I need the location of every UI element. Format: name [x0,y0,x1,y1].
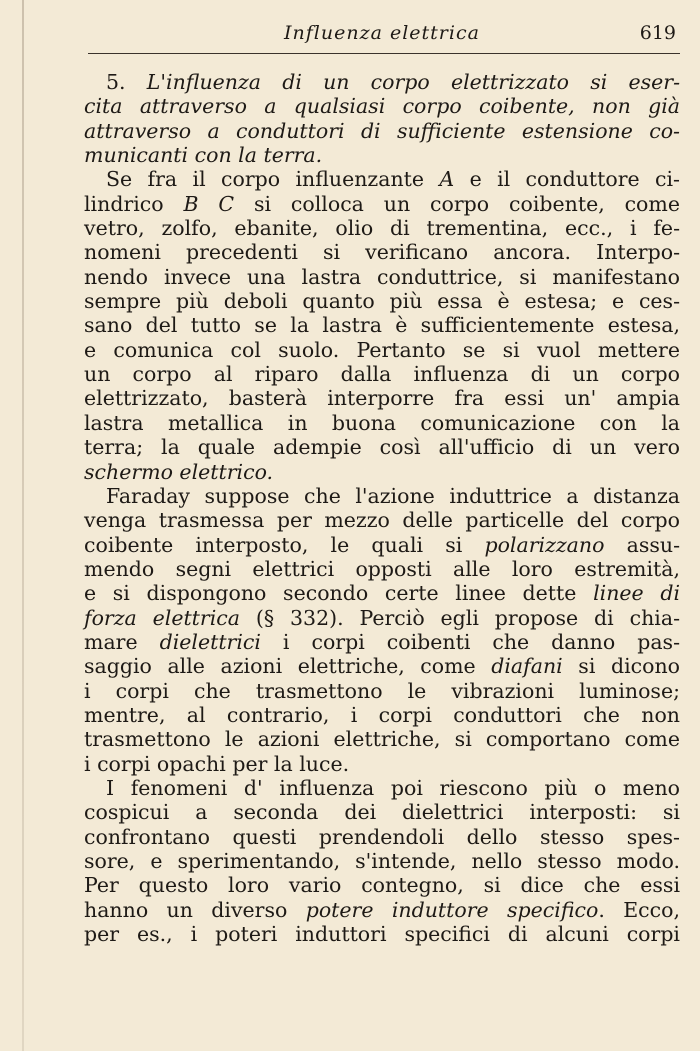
paragraph [84,70,680,167]
text-run: Se fra il corpo influenzante [106,167,440,192]
text-line [84,411,680,435]
text-line [84,386,680,410]
text-run: i corpi opachi per la luce. [84,751,350,776]
text-run: venga trasmessa per mezzo delle particelle del corpo [84,508,680,533]
italic-text: potere induttore specifico [305,897,599,922]
text-run: cospicui a seconda dei dielettrici interposti: si [84,800,680,825]
paragraph [84,167,680,483]
text-run: e comunica col suolo. Pertanto se si vuol mettere [84,337,680,362]
text-run: nendo invece una lastra conduttrice, si manifestano [84,264,680,289]
text-line [84,94,680,118]
text-run: sano del tutto se la lastra è sufficientemente estesa, [84,313,680,338]
text-run: si dicono [562,654,680,679]
text-line [84,508,680,532]
text-line [84,484,680,508]
italic-text: B C [183,191,235,216]
text-line [84,362,680,386]
running-title: Influenza elettrica [284,22,480,44]
text-run: terra; la quale adempie così all'ufficio di un vero [84,435,680,460]
italic-text: forza elettrica [84,605,240,630]
italic-text: L'influenza di un corpo elettrizzato si eser- [146,70,681,94]
text-run: assu- [604,532,680,557]
text-run: vetro, zolfo, ebanite, olio di trementina, ecc., i fe- [84,216,680,241]
italic-text: linee di [593,581,680,606]
text-line [84,557,680,581]
text-line [84,167,680,191]
text-line [84,435,680,459]
text-line [84,460,680,484]
text-run: lindrico [84,191,184,216]
text-line [84,703,680,727]
text-run: Faraday suppose che l'azione induttrice a distanza [106,483,680,508]
text-line [84,313,680,337]
text-run: hanno un diverso [84,897,306,922]
text-line [84,533,680,557]
text-line [84,922,680,946]
text-run: coibente interposto, le quali si [84,532,485,557]
text-line [84,289,680,313]
text-line [84,240,680,264]
text-run: sore, e sperimentando, s'intende, nello stesso modo. [84,849,680,873]
text-run: 5. [106,70,147,94]
text-line [84,727,680,751]
text-run: e il conduttore ci- [454,167,680,192]
text-run: saggio alle azioni elettriche, come [84,654,492,679]
text-run: mare [84,629,160,654]
italic-text: cita attraverso a qualsiasi corpo coibente, non già [84,94,680,119]
text-line [84,192,680,216]
text-run: elettrizzato, basterà interporre fra essi un' ampia [84,386,680,411]
text-run: confrontano questi prendendoli dello stesso spes- [84,824,680,849]
text-line [84,825,680,849]
header-rule [88,53,680,54]
italic-text: dielettrici [159,629,261,654]
page-number: 619 [639,22,676,44]
italic-text: diafani [491,654,563,679]
text-run: mendo segni elettrici opposti alle loro estremità, [84,556,680,581]
text-line [84,679,680,703]
text-line [84,143,680,167]
text-line [84,606,680,630]
text-run: i corpi che trasmettono le vibrazioni luminose; [84,678,680,703]
body-text [84,70,680,946]
paragraph [84,484,680,776]
text-run: (§ 332). Perciò egli propose di chia- [239,605,680,630]
text-run: mentre, al contrario, i corpi conduttori che non [84,702,680,727]
page-header [88,22,680,52]
text-line [84,752,680,776]
text-run: nomeni precedenti si verificano ancora. Interpo- [84,240,680,265]
text-line [84,800,680,824]
italic-text: municanti con la terra. [84,143,323,168]
text-run: e si dispongono secondo certe linee dette [84,581,594,606]
text-run: I fenomeni d' influenza poi riescono più o meno [106,775,680,800]
italic-text: schermo elettrico. [84,459,274,484]
text-line [84,216,680,240]
text-line [84,265,680,289]
text-run: per es., i poteri induttori specifici di alcuni corpi [84,922,680,947]
text-line [84,898,680,922]
text-run: Per questo loro vario contegno, si dice che essi [84,873,680,898]
paragraph [84,776,680,946]
binding-gutter [22,0,24,1051]
text-line [84,70,680,94]
text-run: un corpo al riparo dalla influenza di un corpo [84,362,680,387]
text-line [84,849,680,873]
italic-text: polarizzano [484,532,605,557]
text-run: trasmettono le azioni elettriche, si comportano come [84,727,680,752]
text-run: . Ecco, [598,897,680,922]
text-line [84,776,680,800]
text-run: sempre più deboli quanto più essa è estesa; e ces- [84,289,680,314]
text-run: lastra metallica in buona comunicazione con la [84,410,680,435]
text-line [84,119,680,143]
text-line [84,654,680,678]
text-run: si colloca un corpo coibente, come [234,191,680,216]
text-run: i corpi coibenti che danno pas- [260,629,681,654]
italic-text: A [439,167,455,192]
text-line [84,581,680,605]
italic-text: attraverso a conduttori di sufficiente estensione co- [84,118,680,143]
text-line [84,630,680,654]
text-line [84,338,680,362]
text-line [84,873,680,897]
